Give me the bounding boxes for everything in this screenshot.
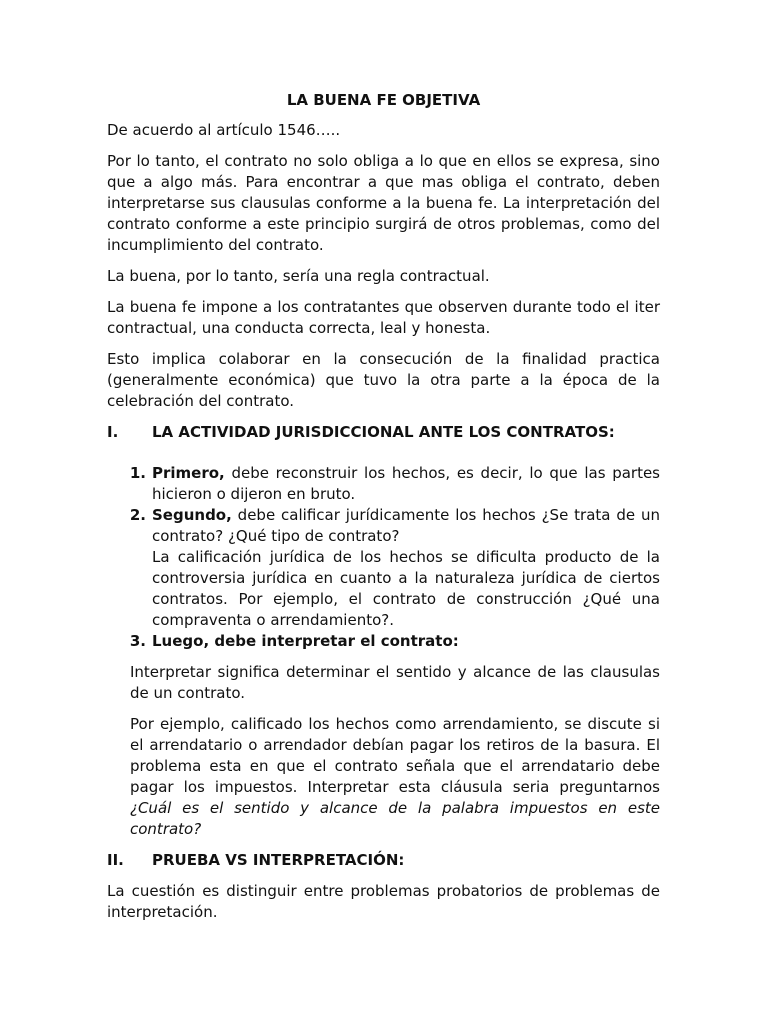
section-number: II. [107, 851, 124, 869]
list-item [107, 463, 660, 505]
list-item [107, 505, 660, 631]
paragraph: De acuerdo al artículo 1546….. [107, 121, 341, 139]
list-item-text: debe calificar jurídicamente los hechos ¿Se trata de un contrato? ¿Qué tipo de contrato? [152, 506, 660, 545]
paragraph: La buena, por lo tanto, sería una regla contractual. [107, 267, 490, 285]
numbered-list [107, 463, 660, 652]
list-number: 1. [129, 464, 146, 482]
list-item [107, 631, 660, 652]
section-title: PRUEBA VS INTERPRETACIÓN: [152, 851, 405, 869]
list-item-lead: Primero, [152, 464, 225, 482]
paragraph-text: Por ejemplo, calificado los hechos como arrendamiento, se discute si el arrendatario o arrendador debían pagar los retiros de la basura. El problema esta en que el contrato señala que el arrendatario debe pagar los impuestos. Interpretar esta cláusula seria preguntarnos [130, 715, 660, 796]
paragraph: La buena fe impone a los contratantes que observen durante todo el iter contractual, una conducta correcta, leal y honesta. [107, 298, 660, 337]
section-heading [107, 850, 660, 871]
section-title: LA ACTIVIDAD JURISDICCIONAL ANTE LOS CONTRATOS: [152, 423, 615, 441]
italic-question: ¿Cuál es el sentido y alcance de la palabra impuestos en este contrato? [130, 799, 660, 838]
list-item-extra: La calificación jurídica de los hechos se dificulta producto de la controversia jurídica en cuanto a la naturaleza jurídica de ciertos contratos. Por ejemplo, el contrato de construcción ¿Qué una compraventa o arrendamiento?. [152, 548, 660, 629]
list-number: 2. [129, 506, 146, 524]
paragraph: Esto implica colaborar en la consecución de la finalidad practica (generalmente económica) que tuvo la otra parte a la época de la celebración del contrato. [107, 350, 660, 410]
document-page [107, 90, 660, 933]
paragraph: La cuestión es distinguir entre problemas probatorios de problemas de interpretación. [107, 882, 660, 921]
paragraph: Interpretar significa determinar el sentido y alcance de las clausulas de un contrato. [130, 663, 660, 702]
list-item-lead: Luego, debe interpretar el contrato: [152, 632, 459, 650]
list-number: 3. [129, 632, 146, 650]
document-title: LA BUENA FE OBJETIVA [286, 91, 481, 109]
paragraph: Por lo tanto, el contrato no solo obliga a lo que en ellos se expresa, sino que a algo más. Para encontrar a que mas obliga el contrato, deben interpretarse sus clausulas conforme a la buena fe. La interpretación del contrato conforme a este principio surgirá de otros problemas, como del incumplimiento del contrato. [107, 152, 660, 254]
list-item-lead: Segundo, [152, 506, 232, 524]
section-number: I. [107, 423, 119, 441]
list-item-text: debe reconstruir los hechos, es decir, lo que las partes hicieron o dijeron en bruto. [152, 464, 660, 503]
section-heading [107, 422, 660, 443]
paragraph [130, 714, 660, 840]
